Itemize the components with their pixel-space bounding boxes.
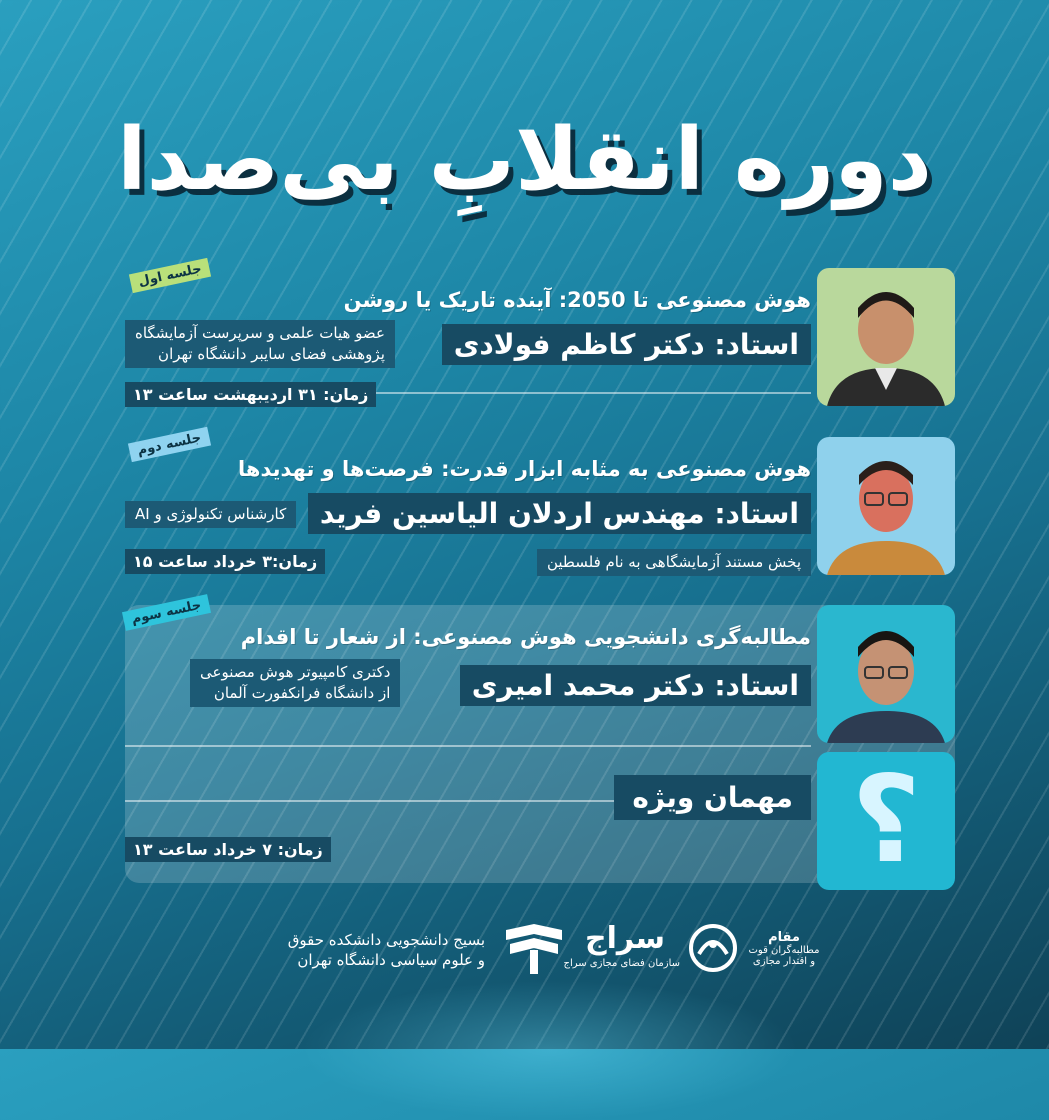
session-card-3 [125, 597, 955, 890]
session-badge-1: جلسه اول [129, 258, 211, 293]
seraj-logo-mark: سراج [584, 921, 666, 956]
speaker-photo-3 [817, 605, 955, 743]
maqam-line2: و اقتدار مجازی [752, 956, 816, 967]
session-desc-3 [190, 659, 400, 707]
session-topic-2: هوش مصنوعی به مثابه ابزار قدرت: فرصت‌ها و تهدیدها [238, 457, 811, 481]
divider [125, 745, 811, 747]
session-time-2: زمان:۳ خرداد ساعت ۱۵ [125, 549, 325, 574]
guest-mystery-panel [817, 752, 955, 890]
session-card-2 [125, 430, 955, 575]
guest-label: مهمان ویژه [614, 775, 811, 820]
session-desc-1-line2: پژوهشی فضای سایبر دانشگاه تهران [158, 345, 385, 363]
question-mark-icon: ؟ [851, 752, 921, 890]
session-desc-3-line2: از دانشگاه فرانکفورت آلمان [213, 684, 391, 702]
speaker-photo-2 [817, 437, 955, 575]
session-desc-1 [125, 320, 395, 368]
maqam-logo-text [748, 930, 820, 967]
session-card-1 [125, 261, 955, 406]
session-time-1: زمان: ۳۱ اردیبهشت ساعت ۱۳ [125, 382, 376, 407]
session-badge-3: جلسه سوم [122, 594, 211, 631]
maqam-line1: مطالبه‌گران قوت [748, 945, 820, 956]
session-teacher-3: استاد: دکتر محمد امیری [460, 665, 811, 706]
maqam-title: مقام [768, 930, 800, 945]
background-glow [300, 980, 800, 1120]
session-badge-2: جلسه دوم [128, 427, 211, 462]
speaker-photo-1 [817, 268, 955, 406]
seraj-caption: سازمان فضای مجازی سراج [563, 958, 680, 969]
session-desc-2: کارشناس تکنولوژی و AI [125, 501, 296, 528]
basij-logo [500, 920, 568, 980]
organizer-line2: و علوم سیاسی دانشگاه تهران [297, 951, 485, 969]
session-topic-3: مطالبه‌گری دانشجویی هوش مصنوعی: از شعار تا اقدام [240, 625, 811, 649]
seraj-logo [563, 920, 680, 969]
session-desc-3-line1: دکتری کامپیوتر هوش مصنوعی [200, 663, 391, 681]
session-extra-2: پخش مستند آزمایشگاهی به نام فلسطین [537, 549, 811, 576]
session-topic-1: هوش مصنوعی تا 2050: آینده تاریک یا روشن [343, 288, 811, 312]
session-teacher-1: استاد: دکتر کاظم فولادی [442, 324, 811, 365]
organizer-line1: بسیج دانشجویی دانشکده حقوق [287, 931, 485, 949]
guest-time: زمان: ۷ خرداد ساعت ۱۳ [125, 837, 331, 862]
maqam-logo-icon [685, 920, 741, 980]
page-title: دوره انقلابِ بی‌صدا [117, 110, 932, 210]
divider [365, 392, 811, 394]
session-teacher-2: استاد: مهندس اردلان الیاسین فرید [308, 493, 811, 534]
organizer-text [250, 930, 485, 970]
session-desc-1-line1: عضو هیات علمی و سرپرست آزمایشگاه [135, 324, 385, 342]
